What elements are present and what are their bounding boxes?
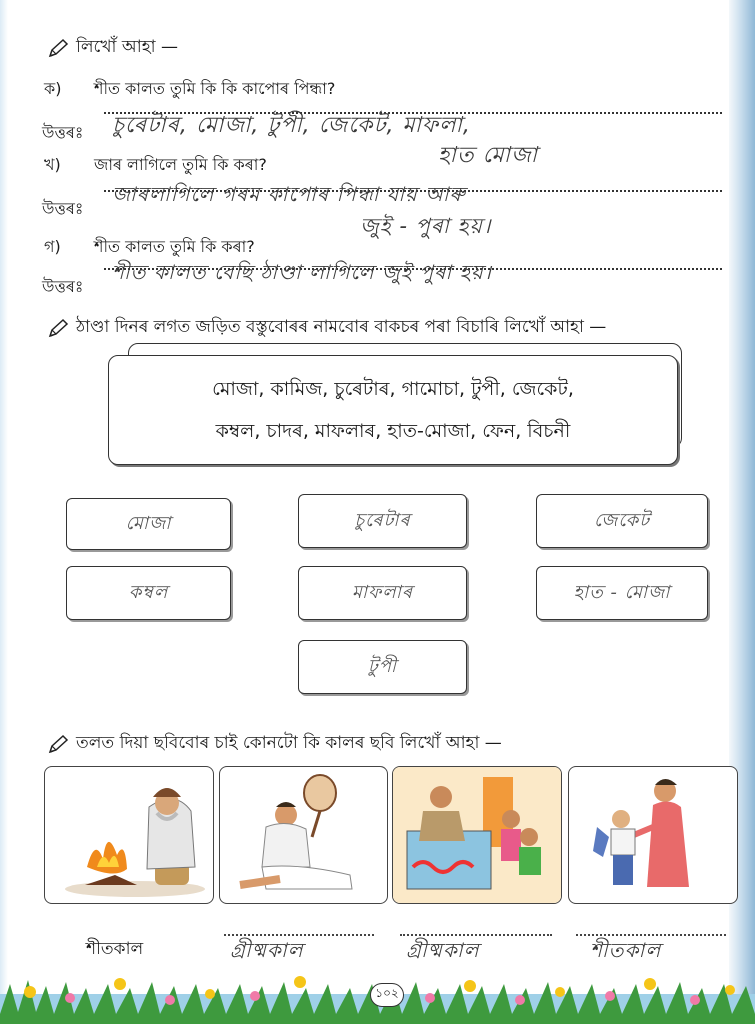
answer-2-handwriting-line2: জুই - পুৰা হয়। xyxy=(360,214,492,238)
answer-1-label: উত্তৰঃ xyxy=(42,123,84,142)
question-3-text: শীত কালত তুমি কি কৰা? xyxy=(94,237,255,256)
pencil-icon xyxy=(48,734,70,754)
question-2 xyxy=(44,152,267,179)
word-box-line1: মোজা, কামিজ, চুৰেটাৰ, গামোচা, টুপী, জেকেট, xyxy=(212,378,574,400)
answer-cell-3-text: জেকেট xyxy=(593,509,651,531)
answer-cell-5-text: মাফলাৰ xyxy=(351,581,414,603)
section1-heading-text: লিখোঁ আহা — xyxy=(76,37,178,57)
answer-cell-7[interactable] xyxy=(298,640,467,694)
page-number: ১০২ xyxy=(370,983,404,1007)
answer-cell-2-text: চুৰেটাৰ xyxy=(354,509,411,531)
season-answer-3: গ্ৰীষ্মকাল xyxy=(406,938,480,962)
page-edge-left xyxy=(0,0,8,1024)
section1-heading xyxy=(48,34,178,62)
answer-cell-7-text: টুপী xyxy=(367,655,398,677)
word-box xyxy=(108,355,678,465)
question-2-text: জাৰ লাগিলে তুমি কি কৰা? xyxy=(94,155,267,174)
question-3 xyxy=(44,234,255,261)
season-label-1: শীতকাল xyxy=(86,939,144,959)
answer-cell-6[interactable] xyxy=(536,566,708,620)
section2-heading xyxy=(48,314,606,342)
picture-summer-icecream xyxy=(392,766,562,904)
answer-cell-6-text: হাত - মোজা xyxy=(573,581,671,603)
answer-2-handwriting-line1: জাৰলাগিলে গৰম কাপোৰ পিন্ধা যায় আৰু xyxy=(112,182,466,206)
pencil-icon xyxy=(48,38,70,58)
answer-cell-4-text: কম্বল xyxy=(128,581,169,603)
picture-winter-fire xyxy=(44,766,214,904)
pencil-icon xyxy=(48,318,70,338)
answer-cell-4[interactable] xyxy=(66,566,231,620)
answer-3-handwriting: শীত কালত বেছি ঠাণ্ডা লাগিলে জুই পুৰা হয়। xyxy=(112,260,492,284)
answer-cell-2[interactable] xyxy=(298,494,467,548)
answer-cell-1-text: মোজা xyxy=(125,512,172,534)
word-box-line2: কম্বল, চাদৰ, মাফলাৰ, হাত-মোজা, ফেন, বিচনী xyxy=(215,420,571,442)
answer-1-handwriting-line2: হাত মোজা xyxy=(438,143,539,168)
question-1 xyxy=(44,76,335,103)
answer-3-label: উত্তৰঃ xyxy=(42,277,84,296)
question-1-text: শীত কালত তুমি কি কি কাপোৰ পিন্ধা? xyxy=(94,79,336,98)
answer-2-label: উত্তৰঃ xyxy=(42,199,84,218)
section3-heading xyxy=(48,730,502,758)
question-3-label: গ) xyxy=(44,237,61,256)
answer-1-handwriting-line1: চুৰেটাৰ, মোজা, টুপী, জেকেট, মাফলা, xyxy=(112,113,471,138)
answer-cell-3[interactable] xyxy=(536,494,708,548)
question-2-label: খ) xyxy=(44,155,61,174)
picture-winter-dressing xyxy=(568,766,738,904)
section2-heading-text: ঠাণ্ডা দিনৰ লগত জড়িত বস্তুবোৰৰ নামবোৰ বাকচৰ পৰা বিচাৰি লিখোঁ আহা — xyxy=(76,317,607,337)
answer-cell-1[interactable] xyxy=(66,498,231,550)
season-answer-4: শীতকাল xyxy=(590,938,662,962)
question-1-label: ক) xyxy=(44,79,62,98)
answer-cell-5[interactable] xyxy=(298,566,467,620)
section3-heading-text: তলত দিয়া ছবিবোৰ চাই কোনটো কি কালৰ ছবি লিখোঁ আহা — xyxy=(76,733,502,753)
season-answer-2: গ্ৰীষ্মকাল xyxy=(230,938,304,962)
picture-summer-fan xyxy=(219,766,388,904)
